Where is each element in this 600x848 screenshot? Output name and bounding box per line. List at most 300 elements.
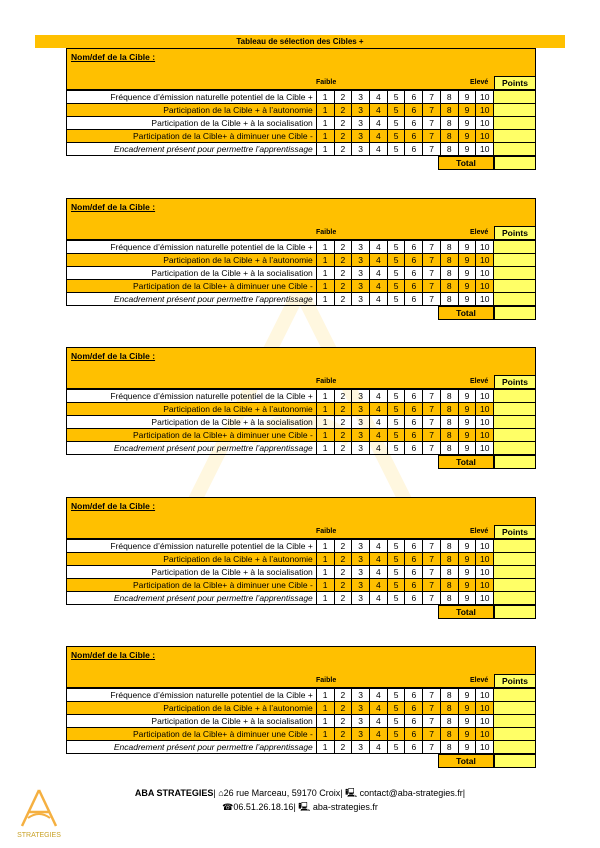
points-cell[interactable] bbox=[494, 293, 536, 306]
score-cell[interactable]: 2 bbox=[334, 267, 352, 280]
score-cell[interactable]: 4 bbox=[369, 579, 387, 592]
score-cell[interactable]: 2 bbox=[334, 429, 352, 442]
score-cell[interactable]: 9 bbox=[458, 566, 476, 579]
score-cell[interactable]: 8 bbox=[440, 390, 458, 403]
score-cell[interactable]: 5 bbox=[387, 728, 405, 741]
score-cell[interactable]: 6 bbox=[405, 553, 423, 566]
score-cell[interactable]: 2 bbox=[334, 689, 352, 702]
points-cell[interactable] bbox=[494, 741, 536, 754]
score-cell[interactable]: 6 bbox=[405, 267, 423, 280]
score-cell[interactable]: 1 bbox=[316, 254, 334, 267]
score-cell[interactable]: 10 bbox=[476, 429, 494, 442]
score-cell[interactable]: 9 bbox=[458, 241, 476, 254]
score-cell[interactable]: 4 bbox=[369, 267, 387, 280]
score-cell[interactable]: 7 bbox=[423, 390, 441, 403]
table-row bbox=[67, 280, 536, 293]
score-cell[interactable]: 8 bbox=[440, 267, 458, 280]
score-cell[interactable]: 7 bbox=[423, 702, 441, 715]
score-cell[interactable]: 8 bbox=[440, 117, 458, 130]
score-cell[interactable]: 8 bbox=[440, 130, 458, 143]
points-cell[interactable] bbox=[494, 579, 536, 592]
score-cell[interactable]: 3 bbox=[352, 91, 370, 104]
points-cell[interactable] bbox=[494, 689, 536, 702]
score-cell[interactable]: 9 bbox=[458, 689, 476, 702]
score-cell[interactable]: 1 bbox=[316, 104, 334, 117]
total-value-cell[interactable] bbox=[494, 156, 536, 170]
score-cell[interactable]: 10 bbox=[476, 715, 494, 728]
score-cell[interactable]: 7 bbox=[423, 143, 441, 156]
score-cell[interactable]: 5 bbox=[387, 91, 405, 104]
score-cell[interactable]: 9 bbox=[458, 130, 476, 143]
score-cell[interactable]: 9 bbox=[458, 117, 476, 130]
score-cell[interactable]: 6 bbox=[405, 403, 423, 416]
score-cell[interactable]: 5 bbox=[387, 579, 405, 592]
score-cell[interactable]: 4 bbox=[369, 702, 387, 715]
score-cell[interactable]: 7 bbox=[423, 540, 441, 553]
points-cell[interactable] bbox=[494, 540, 536, 553]
score-cell[interactable]: 2 bbox=[334, 566, 352, 579]
score-cell[interactable]: 2 bbox=[334, 592, 352, 605]
target-block bbox=[66, 646, 536, 768]
score-cell[interactable]: 3 bbox=[352, 403, 370, 416]
score-cell[interactable]: 8 bbox=[440, 254, 458, 267]
score-cell[interactable]: 7 bbox=[423, 117, 441, 130]
score-cell[interactable]: 1 bbox=[316, 241, 334, 254]
scale-high-label: Elevé bbox=[470, 378, 489, 385]
score-cell[interactable]: 3 bbox=[352, 592, 370, 605]
score-cell[interactable]: 9 bbox=[458, 579, 476, 592]
score-cell[interactable]: 7 bbox=[423, 130, 441, 143]
score-cell[interactable]: 3 bbox=[352, 715, 370, 728]
score-cell[interactable]: 5 bbox=[387, 416, 405, 429]
score-cell[interactable]: 7 bbox=[423, 91, 441, 104]
score-cell[interactable]: 3 bbox=[352, 416, 370, 429]
total-label: Total bbox=[438, 156, 494, 170]
score-cell[interactable]: 1 bbox=[316, 293, 334, 306]
footer-email[interactable]: contact@aba-strategies.fr bbox=[359, 788, 463, 798]
points-cell[interactable] bbox=[494, 390, 536, 403]
score-cell[interactable]: 7 bbox=[423, 254, 441, 267]
points-header: Points bbox=[494, 226, 536, 240]
score-cell[interactable]: 10 bbox=[476, 579, 494, 592]
points-cell[interactable] bbox=[494, 280, 536, 293]
score-cell[interactable]: 3 bbox=[352, 579, 370, 592]
score-cell[interactable]: 5 bbox=[387, 143, 405, 156]
score-cell[interactable]: 8 bbox=[440, 429, 458, 442]
score-cell[interactable]: 4 bbox=[369, 715, 387, 728]
score-cell[interactable]: 6 bbox=[405, 689, 423, 702]
score-cell[interactable]: 10 bbox=[476, 741, 494, 754]
score-cell[interactable]: 6 bbox=[405, 702, 423, 715]
score-cell[interactable]: 1 bbox=[316, 702, 334, 715]
table-row bbox=[67, 728, 536, 741]
footer-company: ABA STRATEGIES bbox=[134, 788, 214, 798]
score-cell[interactable]: 4 bbox=[369, 592, 387, 605]
score-cell[interactable]: 7 bbox=[423, 566, 441, 579]
score-cell[interactable]: 8 bbox=[440, 553, 458, 566]
score-cell[interactable]: 2 bbox=[334, 579, 352, 592]
score-cell[interactable]: 6 bbox=[405, 579, 423, 592]
score-cell[interactable]: 10 bbox=[476, 293, 494, 306]
score-cell[interactable]: 6 bbox=[405, 429, 423, 442]
score-cell[interactable]: 8 bbox=[440, 579, 458, 592]
score-cell[interactable]: 6 bbox=[405, 715, 423, 728]
score-cell[interactable]: 1 bbox=[316, 540, 334, 553]
points-cell[interactable] bbox=[494, 403, 536, 416]
score-cell[interactable]: 9 bbox=[458, 540, 476, 553]
score-cell[interactable]: 1 bbox=[316, 579, 334, 592]
score-cell[interactable]: 10 bbox=[476, 416, 494, 429]
points-cell[interactable] bbox=[494, 592, 536, 605]
score-cell[interactable]: 8 bbox=[440, 715, 458, 728]
score-cell[interactable]: 5 bbox=[387, 254, 405, 267]
points-cell[interactable] bbox=[494, 702, 536, 715]
score-cell[interactable]: 1 bbox=[316, 280, 334, 293]
score-cell[interactable]: 5 bbox=[387, 104, 405, 117]
score-cell[interactable]: 5 bbox=[387, 540, 405, 553]
score-cell[interactable]: 8 bbox=[440, 566, 458, 579]
score-cell[interactable]: 4 bbox=[369, 293, 387, 306]
score-cell[interactable]: 6 bbox=[405, 540, 423, 553]
score-cell[interactable]: 5 bbox=[387, 689, 405, 702]
score-cell[interactable]: 6 bbox=[405, 442, 423, 455]
score-cell[interactable]: 2 bbox=[334, 293, 352, 306]
score-cell[interactable]: 10 bbox=[476, 91, 494, 104]
points-cell[interactable] bbox=[494, 429, 536, 442]
score-cell[interactable]: 9 bbox=[458, 553, 476, 566]
total-value-cell[interactable] bbox=[494, 605, 536, 619]
score-cell[interactable]: 2 bbox=[334, 741, 352, 754]
points-cell[interactable] bbox=[494, 728, 536, 741]
score-cell[interactable]: 10 bbox=[476, 267, 494, 280]
score-cell[interactable]: 2 bbox=[334, 728, 352, 741]
score-cell[interactable]: 5 bbox=[387, 241, 405, 254]
score-cell[interactable]: 3 bbox=[352, 280, 370, 293]
points-cell[interactable] bbox=[494, 267, 536, 280]
score-cell[interactable]: 2 bbox=[334, 442, 352, 455]
score-cell[interactable]: 5 bbox=[387, 117, 405, 130]
score-cell[interactable]: 10 bbox=[476, 592, 494, 605]
score-cell[interactable]: 10 bbox=[476, 540, 494, 553]
score-cell[interactable]: 9 bbox=[458, 293, 476, 306]
score-cell[interactable]: 3 bbox=[352, 702, 370, 715]
score-cell[interactable]: 5 bbox=[387, 390, 405, 403]
score-cell[interactable]: 9 bbox=[458, 104, 476, 117]
score-cell[interactable]: 5 bbox=[387, 741, 405, 754]
score-cell[interactable]: 9 bbox=[458, 592, 476, 605]
score-cell[interactable]: 8 bbox=[440, 104, 458, 117]
score-cell[interactable]: 5 bbox=[387, 592, 405, 605]
score-cell[interactable]: 2 bbox=[334, 540, 352, 553]
score-cell[interactable]: 1 bbox=[316, 416, 334, 429]
score-cell[interactable]: 10 bbox=[476, 566, 494, 579]
total-value-cell[interactable] bbox=[494, 754, 536, 768]
score-cell[interactable]: 7 bbox=[423, 579, 441, 592]
score-cell[interactable]: 3 bbox=[352, 553, 370, 566]
score-cell[interactable]: 1 bbox=[316, 403, 334, 416]
score-cell[interactable]: 2 bbox=[334, 130, 352, 143]
score-cell[interactable]: 9 bbox=[458, 280, 476, 293]
points-cell[interactable] bbox=[494, 566, 536, 579]
score-cell[interactable]: 6 bbox=[405, 741, 423, 754]
score-cell[interactable]: 8 bbox=[440, 293, 458, 306]
score-cell[interactable]: 1 bbox=[316, 390, 334, 403]
score-cell[interactable]: 10 bbox=[476, 702, 494, 715]
score-cell[interactable]: 9 bbox=[458, 403, 476, 416]
score-cell[interactable]: 1 bbox=[316, 442, 334, 455]
score-cell[interactable]: 2 bbox=[334, 390, 352, 403]
total-value-cell[interactable] bbox=[494, 306, 536, 320]
target-name-label: Nom/def de la Cible : bbox=[71, 52, 156, 62]
score-cell[interactable]: 2 bbox=[334, 104, 352, 117]
score-cell[interactable]: 3 bbox=[352, 442, 370, 455]
score-cell[interactable]: 4 bbox=[369, 104, 387, 117]
score-cell[interactable]: 7 bbox=[423, 241, 441, 254]
score-cell[interactable]: 7 bbox=[423, 728, 441, 741]
score-cell[interactable]: 7 bbox=[423, 715, 441, 728]
score-cell[interactable]: 4 bbox=[369, 130, 387, 143]
score-cell[interactable]: 10 bbox=[476, 117, 494, 130]
score-cell[interactable]: 3 bbox=[352, 728, 370, 741]
score-cell[interactable]: 6 bbox=[405, 91, 423, 104]
score-cell[interactable]: 5 bbox=[387, 702, 405, 715]
score-cell[interactable]: 6 bbox=[405, 280, 423, 293]
criterion-label: Participation de la Cible + à l’autonomie bbox=[67, 702, 317, 715]
score-cell[interactable]: 9 bbox=[458, 429, 476, 442]
score-cell[interactable]: 2 bbox=[334, 254, 352, 267]
score-cell[interactable]: 9 bbox=[458, 390, 476, 403]
score-cell[interactable]: 2 bbox=[334, 91, 352, 104]
score-cell[interactable]: 4 bbox=[369, 566, 387, 579]
score-cell[interactable]: 4 bbox=[369, 416, 387, 429]
score-cell[interactable]: 9 bbox=[458, 91, 476, 104]
score-cell[interactable]: 7 bbox=[423, 416, 441, 429]
score-cell[interactable]: 2 bbox=[334, 702, 352, 715]
score-cell[interactable]: 9 bbox=[458, 267, 476, 280]
score-cell[interactable]: 7 bbox=[423, 442, 441, 455]
score-cell[interactable]: 4 bbox=[369, 254, 387, 267]
score-cell[interactable]: 4 bbox=[369, 540, 387, 553]
score-cell[interactable]: 2 bbox=[334, 117, 352, 130]
score-cell[interactable]: 4 bbox=[369, 143, 387, 156]
score-cell[interactable]: 3 bbox=[352, 741, 370, 754]
score-cell[interactable]: 3 bbox=[352, 241, 370, 254]
score-cell[interactable]: 4 bbox=[369, 241, 387, 254]
score-cell[interactable]: 10 bbox=[476, 728, 494, 741]
target-name-label: Nom/def de la Cible : bbox=[71, 650, 156, 660]
score-cell[interactable]: 4 bbox=[369, 442, 387, 455]
scale-high-label: Elevé bbox=[470, 229, 489, 236]
criteria-table bbox=[66, 240, 536, 306]
score-cell[interactable]: 1 bbox=[316, 689, 334, 702]
score-cell[interactable]: 2 bbox=[334, 143, 352, 156]
score-cell[interactable]: 6 bbox=[405, 293, 423, 306]
score-cell[interactable]: 9 bbox=[458, 728, 476, 741]
score-cell[interactable]: 7 bbox=[423, 689, 441, 702]
score-cell[interactable]: 8 bbox=[440, 241, 458, 254]
points-cell[interactable] bbox=[494, 143, 536, 156]
score-cell[interactable]: 10 bbox=[476, 390, 494, 403]
score-cell[interactable]: 7 bbox=[423, 293, 441, 306]
score-cell[interactable]: 5 bbox=[387, 293, 405, 306]
score-cell[interactable]: 7 bbox=[423, 741, 441, 754]
score-cell[interactable]: 9 bbox=[458, 715, 476, 728]
score-cell[interactable]: 2 bbox=[334, 403, 352, 416]
score-cell[interactable]: 3 bbox=[352, 267, 370, 280]
score-cell[interactable]: 10 bbox=[476, 104, 494, 117]
score-cell[interactable]: 8 bbox=[440, 689, 458, 702]
score-cell[interactable]: 6 bbox=[405, 130, 423, 143]
score-cell[interactable]: 3 bbox=[352, 689, 370, 702]
score-cell[interactable]: 1 bbox=[316, 715, 334, 728]
score-cell[interactable]: 1 bbox=[316, 566, 334, 579]
points-cell[interactable] bbox=[494, 117, 536, 130]
score-cell[interactable]: 6 bbox=[405, 143, 423, 156]
footer-phone: 06.51.26.18.16 bbox=[233, 802, 294, 812]
score-cell[interactable]: 10 bbox=[476, 143, 494, 156]
score-cell[interactable]: 5 bbox=[387, 130, 405, 143]
score-cell[interactable]: 3 bbox=[352, 566, 370, 579]
score-cell[interactable]: 7 bbox=[423, 280, 441, 293]
score-cell[interactable]: 5 bbox=[387, 442, 405, 455]
score-cell[interactable]: 7 bbox=[423, 592, 441, 605]
score-cell[interactable]: 6 bbox=[405, 104, 423, 117]
score-cell[interactable]: 10 bbox=[476, 241, 494, 254]
score-cell[interactable]: 8 bbox=[440, 442, 458, 455]
score-cell[interactable]: 4 bbox=[369, 280, 387, 293]
score-cell[interactable]: 1 bbox=[316, 728, 334, 741]
score-cell[interactable]: 4 bbox=[369, 429, 387, 442]
score-cell[interactable]: 1 bbox=[316, 130, 334, 143]
block-header bbox=[66, 347, 536, 389]
footer-website[interactable]: aba-strategies.fr bbox=[312, 802, 378, 812]
score-cell[interactable]: 8 bbox=[440, 728, 458, 741]
score-cell[interactable]: 1 bbox=[316, 592, 334, 605]
score-cell[interactable]: 6 bbox=[405, 416, 423, 429]
score-cell[interactable]: 4 bbox=[369, 689, 387, 702]
score-cell[interactable]: 3 bbox=[352, 293, 370, 306]
block-header bbox=[66, 497, 536, 539]
score-cell[interactable]: 2 bbox=[334, 715, 352, 728]
points-cell[interactable] bbox=[494, 241, 536, 254]
score-cell[interactable]: 6 bbox=[405, 254, 423, 267]
score-cell[interactable]: 8 bbox=[440, 143, 458, 156]
score-cell[interactable]: 1 bbox=[316, 741, 334, 754]
score-cell[interactable]: 5 bbox=[387, 566, 405, 579]
score-cell[interactable]: 8 bbox=[440, 416, 458, 429]
score-cell[interactable]: 6 bbox=[405, 390, 423, 403]
score-cell[interactable]: 3 bbox=[352, 104, 370, 117]
score-cell[interactable]: 7 bbox=[423, 553, 441, 566]
score-cell[interactable]: 9 bbox=[458, 442, 476, 455]
score-cell[interactable]: 4 bbox=[369, 390, 387, 403]
score-cell[interactable]: 6 bbox=[405, 592, 423, 605]
score-cell[interactable]: 5 bbox=[387, 403, 405, 416]
score-cell[interactable]: 7 bbox=[423, 104, 441, 117]
score-cell[interactable]: 9 bbox=[458, 143, 476, 156]
score-cell[interactable]: 10 bbox=[476, 403, 494, 416]
score-cell[interactable]: 4 bbox=[369, 728, 387, 741]
criterion-label: Participation de la Cible + à l’autonomie bbox=[67, 403, 317, 416]
score-cell[interactable]: 4 bbox=[369, 403, 387, 416]
score-cell[interactable]: 5 bbox=[387, 280, 405, 293]
points-cell[interactable] bbox=[494, 254, 536, 267]
score-cell[interactable]: 1 bbox=[316, 429, 334, 442]
score-cell[interactable]: 9 bbox=[458, 254, 476, 267]
score-cell[interactable]: 3 bbox=[352, 117, 370, 130]
score-cell[interactable]: 8 bbox=[440, 91, 458, 104]
score-cell[interactable]: 10 bbox=[476, 553, 494, 566]
score-cell[interactable]: 4 bbox=[369, 741, 387, 754]
score-cell[interactable]: 3 bbox=[352, 254, 370, 267]
score-cell[interactable]: 2 bbox=[334, 241, 352, 254]
score-cell[interactable]: 6 bbox=[405, 566, 423, 579]
score-cell[interactable]: 1 bbox=[316, 117, 334, 130]
score-cell[interactable]: 1 bbox=[316, 91, 334, 104]
points-cell[interactable] bbox=[494, 553, 536, 566]
points-cell[interactable] bbox=[494, 442, 536, 455]
score-cell[interactable]: 6 bbox=[405, 117, 423, 130]
total-value-cell[interactable] bbox=[494, 455, 536, 469]
score-cell[interactable]: 8 bbox=[440, 403, 458, 416]
score-cell[interactable]: 10 bbox=[476, 130, 494, 143]
score-cell[interactable]: 8 bbox=[440, 280, 458, 293]
score-cell[interactable]: 1 bbox=[316, 267, 334, 280]
score-cell[interactable]: 5 bbox=[387, 267, 405, 280]
score-cell[interactable]: 5 bbox=[387, 553, 405, 566]
score-cell[interactable]: 10 bbox=[476, 254, 494, 267]
score-cell[interactable]: 3 bbox=[352, 429, 370, 442]
score-cell[interactable]: 1 bbox=[316, 143, 334, 156]
score-cell[interactable]: 1 bbox=[316, 553, 334, 566]
score-cell[interactable]: 3 bbox=[352, 540, 370, 553]
score-cell[interactable]: 4 bbox=[369, 553, 387, 566]
score-cell[interactable]: 3 bbox=[352, 130, 370, 143]
points-cell[interactable] bbox=[494, 130, 536, 143]
score-cell[interactable]: 8 bbox=[440, 741, 458, 754]
points-cell[interactable] bbox=[494, 91, 536, 104]
score-cell[interactable]: 5 bbox=[387, 715, 405, 728]
score-cell[interactable]: 8 bbox=[440, 702, 458, 715]
score-cell[interactable]: 8 bbox=[440, 540, 458, 553]
score-cell[interactable]: 4 bbox=[369, 91, 387, 104]
total-row bbox=[66, 156, 536, 170]
score-cell[interactable]: 9 bbox=[458, 741, 476, 754]
score-cell[interactable]: 3 bbox=[352, 143, 370, 156]
score-cell[interactable]: 7 bbox=[423, 267, 441, 280]
table-row bbox=[67, 689, 536, 702]
score-cell[interactable]: 10 bbox=[476, 689, 494, 702]
score-cell[interactable]: 2 bbox=[334, 416, 352, 429]
score-cell[interactable]: 2 bbox=[334, 280, 352, 293]
score-cell[interactable]: 7 bbox=[423, 403, 441, 416]
score-cell[interactable]: 10 bbox=[476, 442, 494, 455]
score-cell[interactable]: 6 bbox=[405, 728, 423, 741]
score-cell[interactable]: 7 bbox=[423, 429, 441, 442]
points-cell[interactable] bbox=[494, 104, 536, 117]
score-cell[interactable]: 4 bbox=[369, 117, 387, 130]
score-cell[interactable]: 5 bbox=[387, 429, 405, 442]
score-cell[interactable]: 9 bbox=[458, 702, 476, 715]
score-cell[interactable]: 6 bbox=[405, 241, 423, 254]
score-cell[interactable]: 3 bbox=[352, 390, 370, 403]
score-cell[interactable]: 10 bbox=[476, 280, 494, 293]
points-cell[interactable] bbox=[494, 715, 536, 728]
points-cell[interactable] bbox=[494, 416, 536, 429]
score-cell[interactable]: 9 bbox=[458, 416, 476, 429]
score-cell[interactable]: 8 bbox=[440, 592, 458, 605]
score-cell[interactable]: 2 bbox=[334, 553, 352, 566]
